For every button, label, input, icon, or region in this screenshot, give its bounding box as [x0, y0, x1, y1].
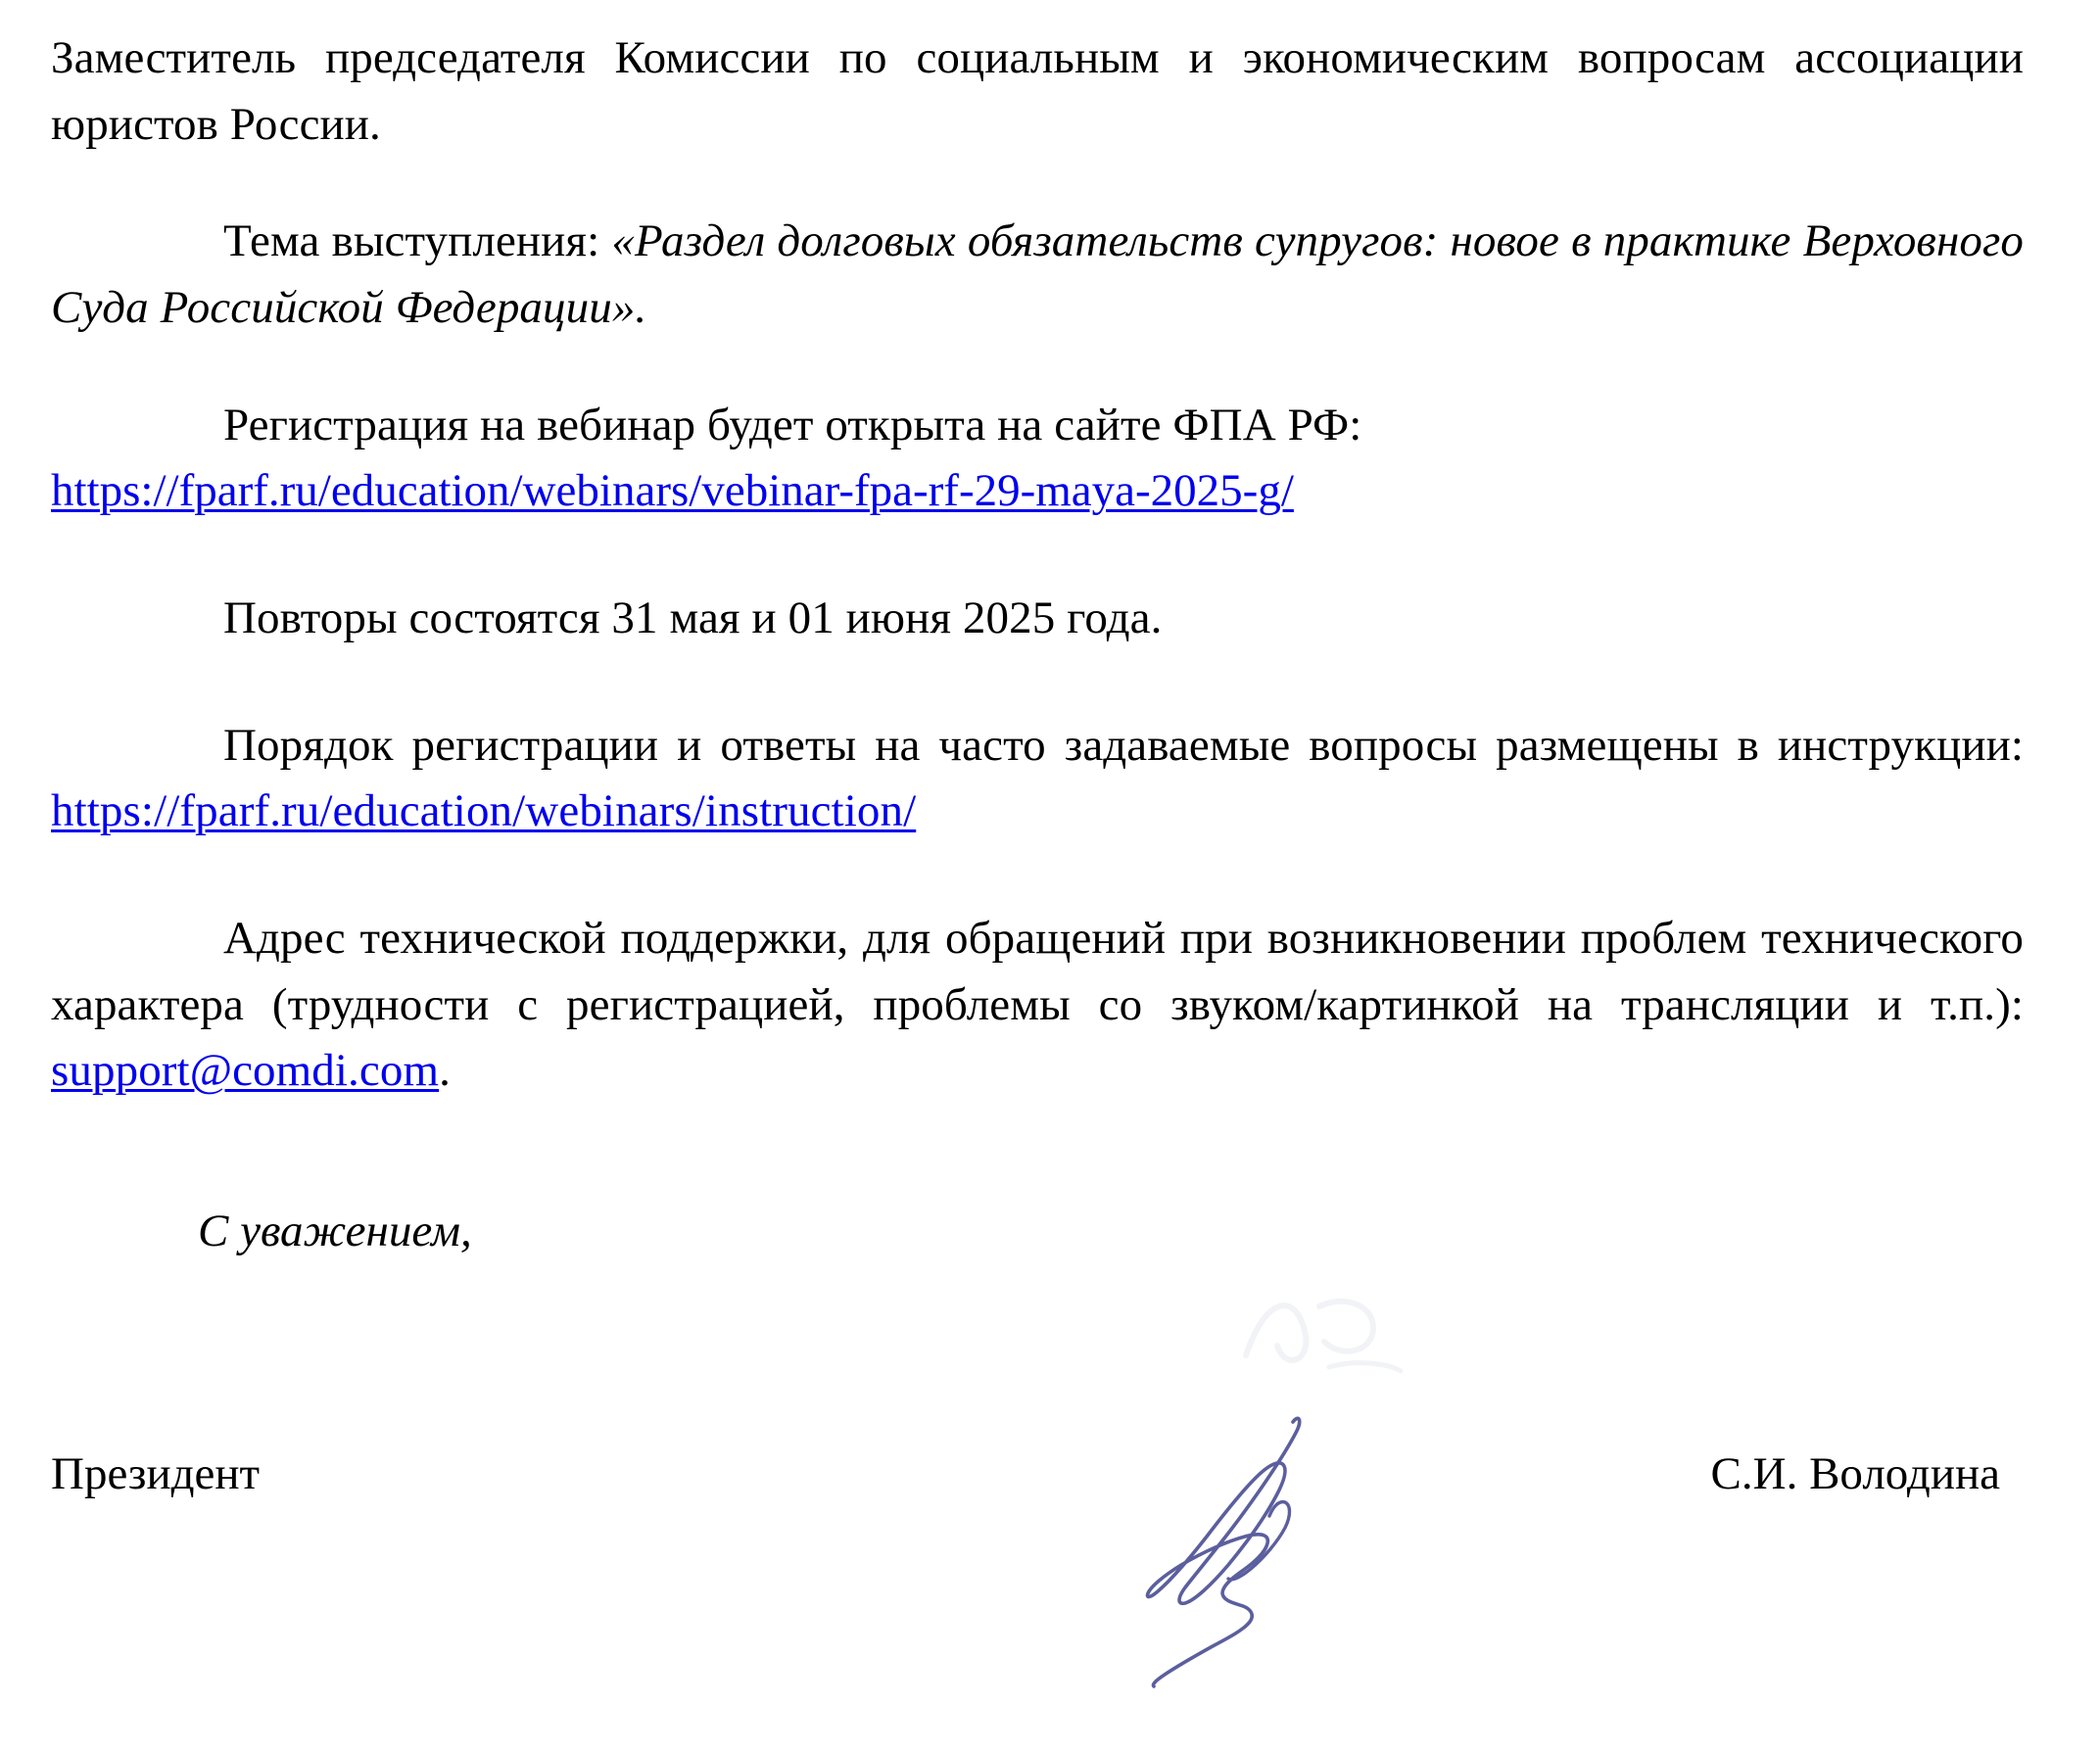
registration-url-line — [51, 458, 2024, 525]
topic-label: Тема выступления: — [223, 215, 612, 267]
paragraph-repeats: Повторы состоятся 31 мая и 01 июня 2025 года. — [223, 592, 1163, 644]
paragraph-role: Заместитель председателя Комиссии по социальным и экономическим вопросам ассоциации юристов России. — [51, 32, 2024, 150]
spacer — [51, 525, 2024, 586]
instruction-link[interactable]: https://fparf.ru/education/webinars/instruction/ — [51, 785, 917, 837]
spacer — [51, 845, 2024, 906]
signer-role: Президент — [51, 1447, 261, 1499]
signature-row — [51, 1442, 2024, 1508]
signature-block — [51, 1355, 2024, 1649]
paragraph-registration: Регистрация на вебинар будет открыта на сайте ФПА РФ: — [223, 399, 1362, 450]
instruction-text: Порядок регистрации и ответы на часто задаваемые вопросы размещены в инструкции: — [223, 719, 2024, 771]
spacer — [51, 652, 2024, 713]
signature-watermark-icon — [1226, 1277, 1412, 1395]
support-text: Адрес технической поддержки, для обращений при возникновении проблем технического характера (трудности с регистрацией, проблемы со звуком/картинкой на трансляции и т.п.): — [51, 913, 2024, 1030]
paragraph-support — [51, 906, 2024, 1105]
paragraph-instruction — [51, 713, 2024, 845]
spacer — [51, 1105, 2024, 1199]
topic-title: «Раздел долговых обязательств супругов: новое в практике Верховного Суда Российской Федерации». — [51, 215, 2024, 334]
spacer — [51, 342, 2024, 393]
paragraph-topic — [51, 209, 2024, 341]
spacer — [51, 158, 2024, 209]
support-email-link[interactable]: support@comdi.com — [51, 1045, 440, 1097]
closing-line: С уважением, — [198, 1206, 472, 1257]
registration-link[interactable]: https://fparf.ru/education/webinars/vebinar-fpa-rf-29-maya-2025-g/ — [51, 465, 1294, 517]
signer-name: С.И. Володина — [1710, 1447, 2000, 1499]
support-text-after: . — [439, 1045, 451, 1097]
